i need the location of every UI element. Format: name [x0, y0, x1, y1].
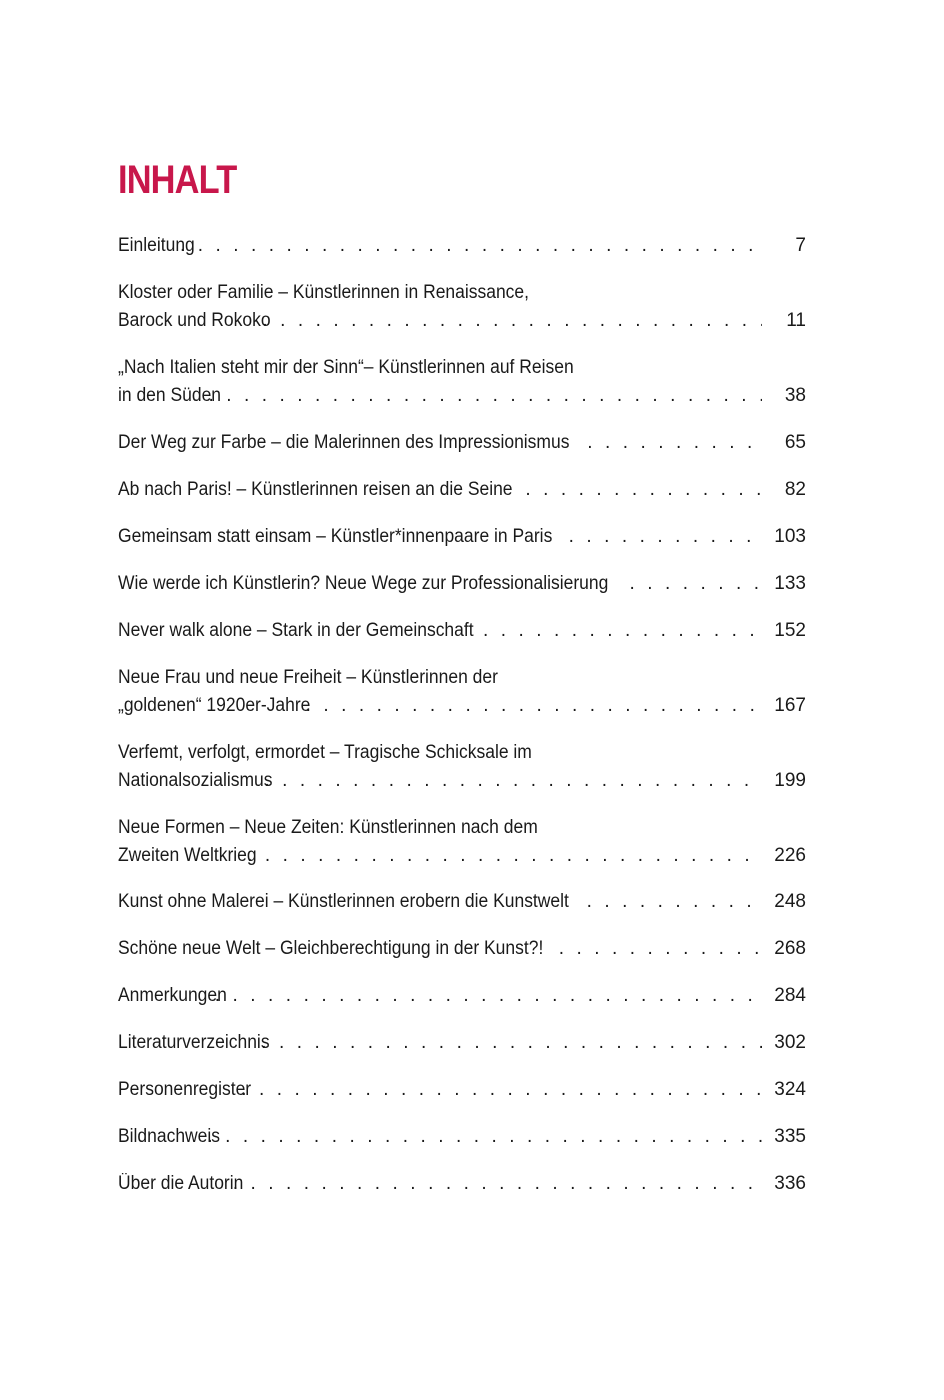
toc-entry-line	[118, 1123, 806, 1151]
toc-entry[interactable]	[118, 814, 806, 869]
toc-entry[interactable]	[118, 617, 806, 645]
toc-leader-dots	[587, 888, 762, 916]
toc-entry-line	[118, 1170, 806, 1198]
toc-entry-title: Einleitung	[118, 235, 195, 256]
toc-entry-title-first-line: Neue Frau und neue Freiheit – Künstlerinnen der	[118, 667, 498, 688]
toc-entry-title: Der Weg zur Farbe – die Malerinnen des Impressionismus	[118, 432, 570, 453]
toc-page-number: 11	[786, 309, 806, 331]
toc-leader-dots	[261, 1029, 762, 1057]
toc-entry-line	[118, 307, 806, 335]
toc-entry-title-first-line: Neue Formen – Neue Zeiten: Künstlerinnen nach dem	[118, 817, 538, 838]
toc-entry-title: Gemeinsam statt einsam – Künstler*innenpaare in Paris	[118, 526, 553, 547]
toc-entry-line	[118, 935, 806, 963]
toc-entry[interactable]	[118, 739, 806, 794]
toc-entry-title: Barock und Rokoko	[118, 309, 271, 331]
toc-entry-line	[118, 523, 806, 551]
toc-entry-line	[118, 739, 806, 767]
toc-page-number: 82	[784, 479, 806, 500]
toc-page-number: 199	[774, 769, 806, 791]
toc-leader-dots	[247, 842, 762, 870]
toc-entry-title: Nationalsozialismus	[118, 769, 273, 791]
toc-entry[interactable]	[118, 279, 806, 334]
toc-leader-dots	[207, 1123, 762, 1151]
toc-entry-title: Zweiten Weltkrieg	[118, 844, 257, 866]
toc-entry-line	[118, 617, 806, 645]
toc-page-number: 103	[774, 526, 806, 547]
toc-leader-dots	[629, 570, 762, 598]
toc-page-number: 65	[784, 432, 806, 453]
toc-entry-line	[118, 842, 806, 870]
toc-entry-title: Über die Autorin	[118, 1173, 244, 1194]
toc-entry[interactable]	[118, 1123, 806, 1151]
toc-leader-dots	[525, 476, 762, 504]
toc-entry-title: Literaturverzeichnis	[118, 1032, 270, 1053]
toc-entry-line	[118, 664, 806, 692]
toc-entry-line	[118, 354, 806, 382]
toc-entry-line	[118, 570, 806, 598]
toc-entry[interactable]	[118, 232, 806, 260]
toc-page-number: 324	[774, 1079, 806, 1100]
toc-entry[interactable]	[118, 888, 806, 916]
toc-leader-dots	[241, 1076, 762, 1104]
toc-page-number: 38	[784, 384, 806, 406]
toc-leader-dots	[587, 429, 762, 457]
toc-page-number: 284	[774, 985, 806, 1006]
toc-page-number: 226	[774, 844, 806, 866]
toc-entry-title: Never walk alone – Stark in der Gemeinschaft	[118, 620, 474, 641]
toc-entry[interactable]	[118, 1029, 806, 1057]
toc-entry-title: Kunst ohne Malerei – Künstlerinnen erobern die Kunstwelt	[118, 891, 569, 912]
toc-entry-line	[118, 982, 806, 1010]
toc-entry[interactable]	[118, 429, 806, 457]
toc-entry-title: Personenregister	[118, 1079, 252, 1100]
toc-entry-line	[118, 692, 806, 720]
toc-entry-line	[118, 767, 806, 795]
toc-page-number: 133	[774, 573, 806, 594]
toc-entry-line	[118, 476, 806, 504]
toc-entry[interactable]	[118, 570, 806, 598]
toc-leader-dots	[559, 935, 762, 963]
toc-entry-title: Anmerkungen	[118, 985, 227, 1006]
toc-leader-dots	[180, 232, 762, 260]
toc-leader-dots	[483, 617, 762, 645]
toc-leader-dots	[262, 307, 762, 335]
toc-page-number: 335	[774, 1126, 806, 1147]
toc-entry[interactable]	[118, 476, 806, 504]
toc-entry-title: Wie werde ich Künstlerin? Neue Wege zur Professionalisierung	[118, 573, 609, 594]
toc-entry-title-first-line: „Nach Italien steht mir der Sinn“– Künstlerinnen auf Reisen	[118, 357, 574, 378]
toc-leader-dots	[208, 382, 762, 410]
toc-page-number: 268	[774, 938, 806, 959]
toc-page-number: 302	[774, 1032, 806, 1053]
toc-leader-dots	[233, 1170, 762, 1198]
toc-page-number: 152	[774, 620, 806, 641]
toc-entry[interactable]	[118, 1170, 806, 1198]
toc-entry[interactable]	[118, 523, 806, 551]
toc-entry-line	[118, 888, 806, 916]
toc-entry-line	[118, 232, 806, 260]
toc-page-number: 7	[795, 235, 806, 256]
toc-entry-line	[118, 1076, 806, 1104]
page-title: INHALT	[118, 158, 237, 202]
toc-entry[interactable]	[118, 354, 806, 409]
toc-entry[interactable]	[118, 664, 806, 719]
toc-entry-title: in den Süden	[118, 384, 222, 406]
toc-entry-line	[118, 382, 806, 410]
toc-entry[interactable]	[118, 1076, 806, 1104]
toc-page-number: 248	[774, 891, 806, 912]
toc-entry-line	[118, 279, 806, 307]
toc-entry-title-first-line: Verfemt, verfolgt, ermordet – Tragische Schicksale im	[118, 742, 532, 763]
toc-leader-dots	[215, 982, 762, 1010]
toc-entry-title-first-line: Kloster oder Familie – Künstlerinnen in Renaissance,	[118, 282, 529, 303]
toc-entry-title: Bildnachweis	[118, 1126, 221, 1147]
toc-entry-line	[118, 429, 806, 457]
toc-leader-dots	[306, 692, 762, 720]
toc-entry-line	[118, 1029, 806, 1057]
toc-leader-dots	[569, 523, 762, 551]
toc-entry-title: Schöne neue Welt – Gleichberechtigung in der Kunst?!	[118, 938, 544, 959]
toc-entry-title: Ab nach Paris! – Künstlerinnen reisen an die Seine	[118, 479, 513, 500]
toc-entry[interactable]	[118, 982, 806, 1010]
toc-page-number: 167	[774, 694, 806, 716]
toc-leader-dots	[264, 767, 762, 795]
toc-page-number: 336	[774, 1173, 806, 1194]
toc-entry-line	[118, 814, 806, 842]
toc-entry-title: „goldenen“ 1920er-Jahre	[118, 694, 311, 716]
toc-entry[interactable]	[118, 935, 806, 963]
